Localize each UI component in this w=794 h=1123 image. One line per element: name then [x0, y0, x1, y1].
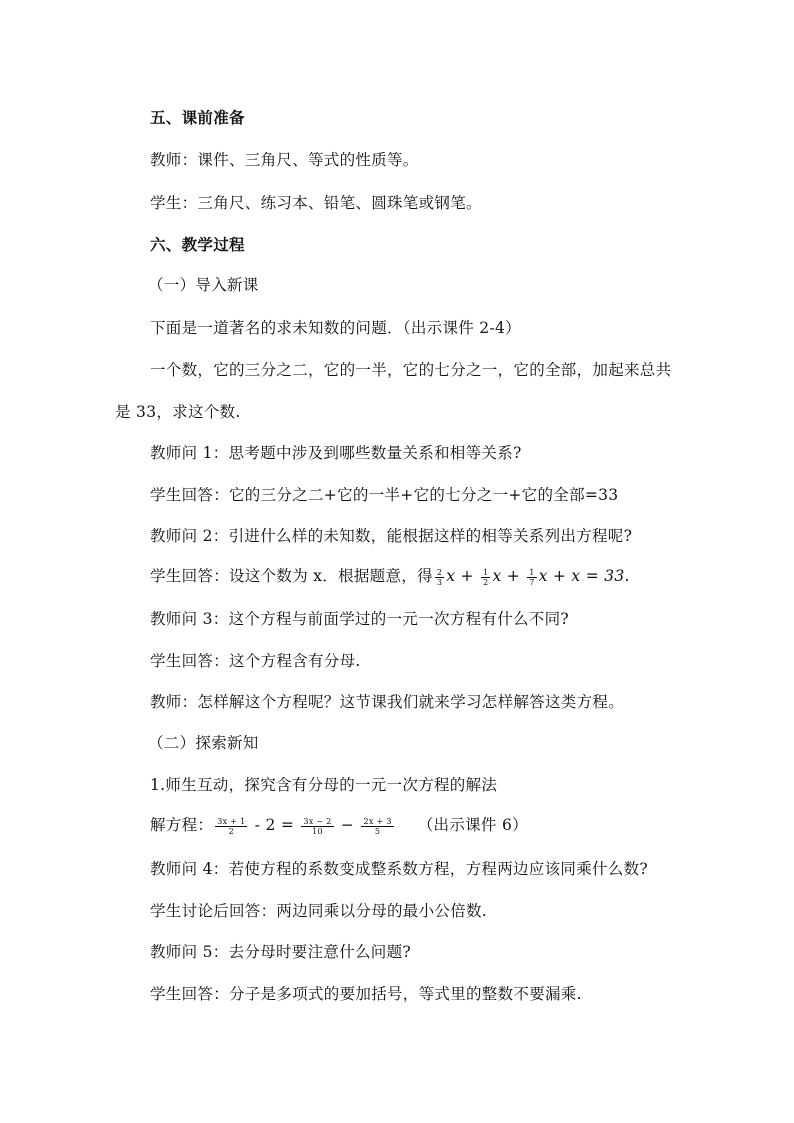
fraction-one-seventh: $\frac{1}{7}$: [529, 567, 535, 587]
item-1-line: 1.师生互动，探究含有分母的一元一次方程的解法: [150, 776, 498, 794]
student-answer-2: [150, 566, 630, 587]
solve-equation-line: [150, 815, 528, 836]
eq1-term-3: x + x = 33.: [538, 567, 630, 585]
teacher-question-4: 教师问 4：若使方程的系数变成整系数方程，方程两边应该同乘什么数?: [150, 860, 649, 878]
subsection-heading-explore: （二）探索新知: [148, 734, 259, 752]
eq2-term-2: −: [340, 816, 355, 834]
answer-2-prefix: 学生回答：设这个数为 x．根据题意，得: [150, 567, 433, 585]
eq1-term-2: x +: [492, 567, 521, 585]
teacher-question-3: 教师问 3：这个方程与前面学过的一元一次方程有什么不同?: [150, 610, 570, 628]
solve-prefix: 解方程：: [150, 816, 214, 834]
teacher-line: 教师：怎样解这个方程呢？这节课我们就来学习怎样解答这类方程。: [150, 693, 625, 711]
solve-suffix: （出示课件 6）: [417, 816, 528, 834]
student-prep-line: 学生：三角尺、练习本、铅笔、圆珠笔或钢笔。: [150, 194, 482, 212]
teacher-question-1: 教师问 1：思考题中涉及到哪些数量关系和相等关系?: [150, 444, 522, 462]
eq1-term-1: x +: [446, 567, 474, 585]
fraction-lhs: $\frac{3x + 1}{2}$: [217, 816, 246, 836]
section-heading-process: 六、教学过程: [150, 235, 245, 254]
teacher-prep-line: 教师：课件、三角尺、等式的性质等。: [150, 151, 419, 169]
student-answer-1: 学生回答：它的三分之二+它的一半+它的七分之一+它的全部=33: [150, 486, 619, 504]
section-heading-prep: 五、课前准备: [150, 108, 245, 127]
student-answer-3: 学生回答：这个方程含有分母.: [150, 652, 361, 670]
teacher-question-5: 教师问 5：去分母时要注意什么问题?: [150, 943, 411, 961]
problem-line-2: 是 33，求这个数.: [115, 403, 241, 421]
student-answer-4: 学生讨论后回答：两边同乘以分母的最小公倍数.: [150, 902, 488, 920]
eq2-term-1: - 2 =: [254, 816, 295, 834]
intro-line: 下面是一道著名的求未知数的问题．（出示课件 2-4）: [150, 319, 521, 337]
fraction-two-thirds: $\frac{2}{3}$: [436, 567, 443, 587]
fraction-rhs-1: $\frac{3x - 2}{10}$: [303, 816, 332, 836]
problem-line-1: 一个数，它的三分之二，它的一半，它的七分之一，它的全部，加起来总共: [150, 361, 672, 379]
student-answer-5: 学生回答：分子是多项式的要加括号，等式里的整数不要漏乘.: [150, 985, 582, 1003]
teacher-question-2: 教师问 2：引进什么样的未知数，能根据这样的相等关系列出方程呢?: [150, 527, 633, 545]
fraction-one-half: $\frac{1}{2}$: [483, 567, 489, 587]
subsection-heading-intro: （一）导入新课: [148, 276, 259, 294]
fraction-rhs-2: $\frac{2x + 3}{5}$: [363, 816, 392, 836]
